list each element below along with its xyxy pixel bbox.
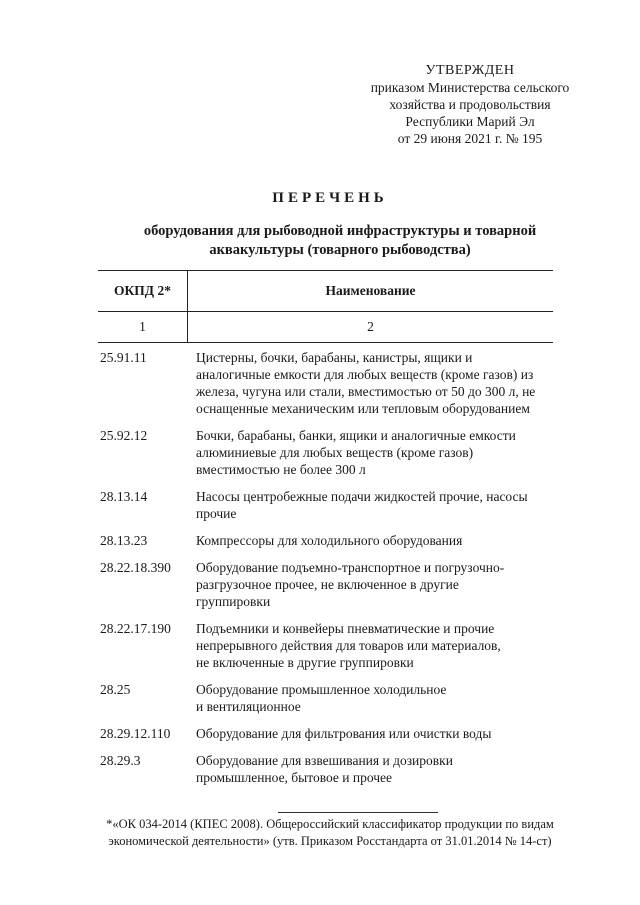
row-name-line: Насосы центробежные подачи жидкостей прочие, насосы [196, 489, 528, 504]
footnote [90, 816, 570, 850]
row-name-line: Оборудование для взвешивания и дозировки [196, 753, 453, 768]
subtitle-line-2: аквакультуры (товарного рыбоводства) [209, 242, 471, 258]
approval-line-3: хозяйства и продовольствия [389, 97, 551, 112]
row-code: 28.13.14 [100, 489, 148, 504]
row-code: 28.22.18.390 [100, 560, 171, 575]
footnote-divider [278, 812, 438, 813]
table-header-row [98, 270, 553, 312]
footnote-line-2: экономической деятельности» (утв. Приказом Росстандарта от 31.01.2014 № 14-ст) [108, 834, 552, 848]
row-name-line: прочие [196, 506, 237, 521]
row-name [192, 349, 553, 417]
table-row [98, 349, 553, 417]
table-row [98, 559, 553, 610]
subtitle-line-1: оборудования для рыбоводной инфраструктуры и товарной [143, 223, 537, 239]
table-row [98, 427, 553, 478]
row-name-line: алюминиевые для любых веществ (кроме газов) [196, 445, 474, 460]
row-name [192, 752, 553, 786]
row-name-line: Оборудование подъемно-транспортное и погрузочно- [196, 560, 505, 575]
table-row [98, 488, 553, 522]
header-name: Наименование [325, 283, 416, 298]
row-name-line: Цистерны, бочки, барабаны, канистры, ящики и [196, 350, 473, 365]
column-number-2: 2 [367, 319, 374, 334]
row-name-line: непрерывного действия для товаров или материалов, [196, 638, 501, 653]
row-code: 28.13.23 [100, 533, 148, 548]
row-name [192, 559, 553, 610]
approval-date: от 29 июня 2021 г. № 195 [397, 131, 543, 146]
row-code: 28.25 [100, 682, 131, 697]
row-name-line: Оборудование промышленное холодильное [196, 682, 447, 697]
row-name-line: аналогичные емкости для любых веществ (кроме газов) из [196, 367, 534, 382]
row-name-line: не включенные в другие группировки [196, 655, 414, 670]
row-name-line: Бочки, барабаны, банки, ящики и аналогичные емкости [196, 428, 516, 443]
row-name-line: оснащенные механическим или тепловым оборудованием [196, 401, 530, 416]
row-name-line: железа, чугуна или стали, вместимостью от 50 до 300 л, не [196, 384, 536, 399]
row-name-line: вместимостью не более 300 л [196, 462, 366, 477]
header-okpd: ОКПД 2* [98, 271, 188, 311]
column-number-1: 1 [98, 312, 188, 342]
approval-line-4: Республики Марий Эл [405, 114, 535, 129]
row-name-line: промышленное, бытовое и прочее [196, 770, 393, 785]
table-row [98, 752, 553, 786]
row-name [192, 620, 553, 671]
approval-heading: УТВЕРЖДЕН [425, 63, 515, 78]
row-name-line: Оборудование для фильтрования или очистки воды [196, 726, 492, 741]
approval-stamp [355, 62, 585, 147]
row-name [192, 725, 553, 742]
row-name [192, 427, 553, 478]
row-name [192, 681, 553, 715]
row-code: 25.91.11 [100, 350, 147, 365]
equipment-table [98, 270, 553, 796]
row-name-line: разгрузочное прочее, не включенное в другие [196, 577, 459, 592]
approval-line-2: приказом Министерства сельского [370, 80, 570, 95]
table-row [98, 620, 553, 671]
table-body [98, 349, 553, 786]
row-code: 28.22.17.190 [100, 621, 171, 636]
table-row [98, 532, 553, 549]
row-name [192, 488, 553, 522]
row-name [192, 532, 553, 549]
row-name-line: Подъемники и конвейеры пневматические и прочие [196, 621, 495, 636]
document-subtitle [20, 222, 640, 260]
row-code: 28.29.3 [100, 753, 141, 768]
row-code: 25.92.12 [100, 428, 148, 443]
row-name-line: Компрессоры для холодильного оборудования [196, 533, 463, 548]
table-row [98, 681, 553, 715]
row-name-line: группировки [196, 594, 271, 609]
footnote-line-1: *«ОК 034-2014 (КПЕС 2008). Общероссийский классификатор продукции по видам [106, 817, 554, 831]
row-name-line: и вентиляционное [196, 699, 301, 714]
row-code: 28.29.12.110 [100, 726, 171, 741]
table-number-row [98, 312, 553, 343]
table-row [98, 725, 553, 742]
document-title: ПЕРЕЧЕНЬ [272, 190, 388, 206]
